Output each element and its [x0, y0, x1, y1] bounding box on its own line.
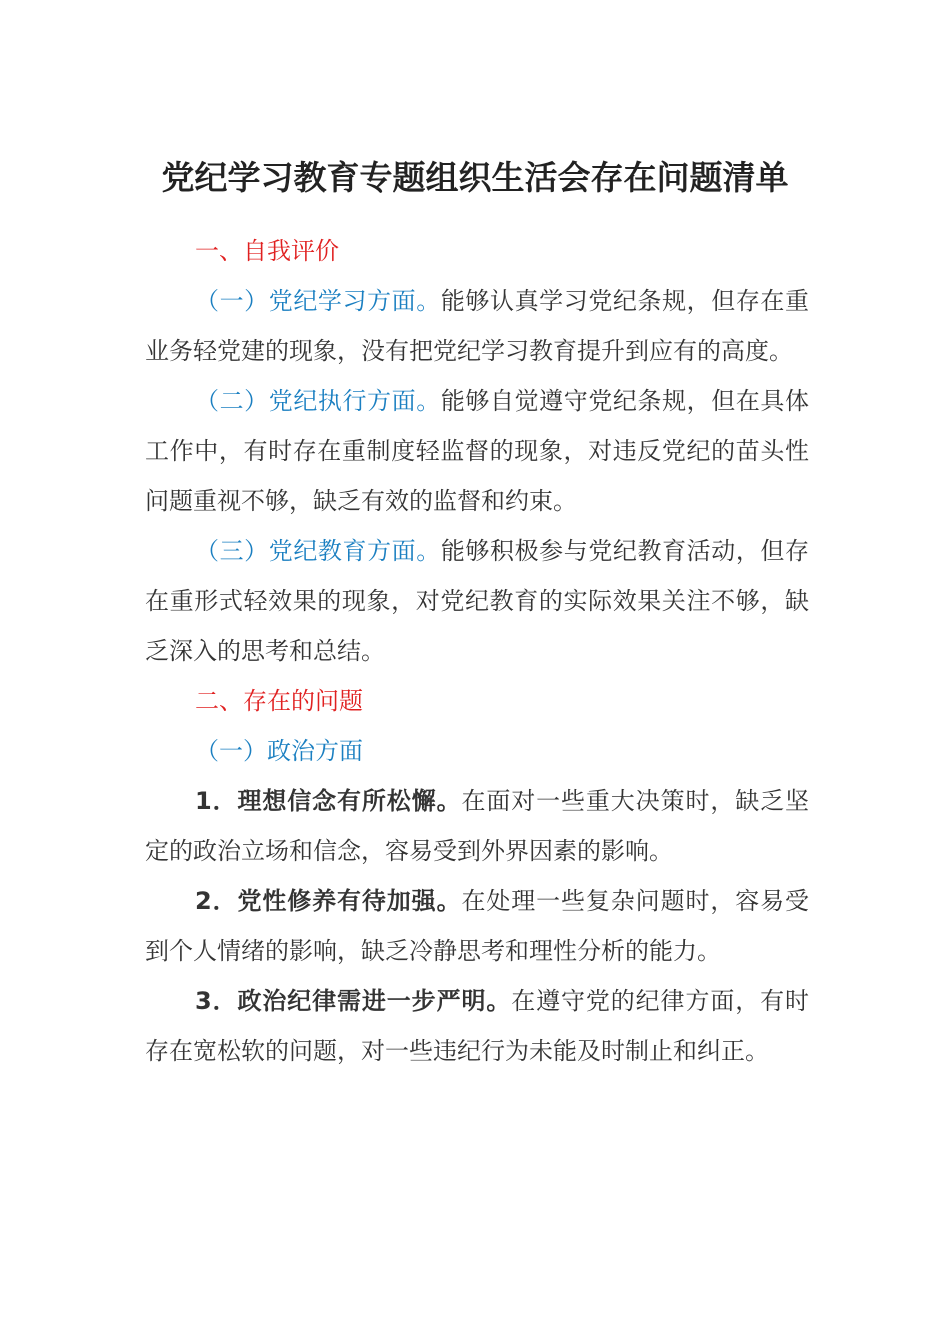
paragraph-text: 能够认真学习党纪条规，但存在重业务轻党建的现象，没有把党纪学习教育提升到应有的高度。	[145, 287, 810, 365]
paragraph-text: 在遵守党的纪律方面，有时存在宽松软的问题，对一些违纪行为未能及时制止和纠正。	[145, 987, 809, 1065]
paragraph-item-2	[145, 876, 809, 976]
paragraph-item-3	[145, 976, 809, 1076]
subsection-heading-political: （一）政治方面	[195, 737, 363, 765]
paragraph-lead: 1．理想信念有所松懈。	[195, 787, 462, 815]
paragraph-lead: 3．政治纪律需进一步严明。	[195, 987, 512, 1015]
paragraph-lead: 2．党性修养有待加强。	[195, 887, 462, 915]
paragraph-lead: （三）党纪教育方面。	[195, 537, 441, 565]
document-title: 党纪学习教育专题组织生活会存在问题清单	[161, 158, 789, 197]
document-body	[145, 226, 809, 1076]
paragraph-discipline-execution	[145, 376, 809, 526]
paragraph-text: 在处理一些复杂问题时，容易受到个人情绪的影响，缺乏冷静思考和理性分析的能力。	[145, 887, 810, 965]
paragraph-discipline-education	[145, 526, 809, 676]
paragraph-discipline-study	[145, 276, 809, 376]
paragraph-item-1	[145, 776, 809, 876]
section-heading-problems: 二、存在的问题	[195, 687, 363, 715]
paragraph-text: 能够自觉遵守党纪条规，但在具体工作中，有时存在重制度轻监督的现象，对违反党纪的苗头性问题重视不够，缺乏有效的监督和约束。	[145, 387, 810, 515]
paragraph-lead: （二）党纪执行方面。	[195, 387, 441, 415]
section-heading-self-evaluation: 一、自我评价	[195, 237, 339, 265]
paragraph-text: 能够积极参与党纪教育活动，但存在重形式轻效果的现象，对党纪教育的实际效果关注不够，缺乏深入的思考和总结。	[145, 537, 810, 665]
paragraph-text: 在面对一些重大决策时，缺乏坚定的政治立场和信念，容易受到外界因素的影响。	[145, 787, 810, 865]
paragraph-lead: （一）党纪学习方面。	[195, 287, 441, 315]
